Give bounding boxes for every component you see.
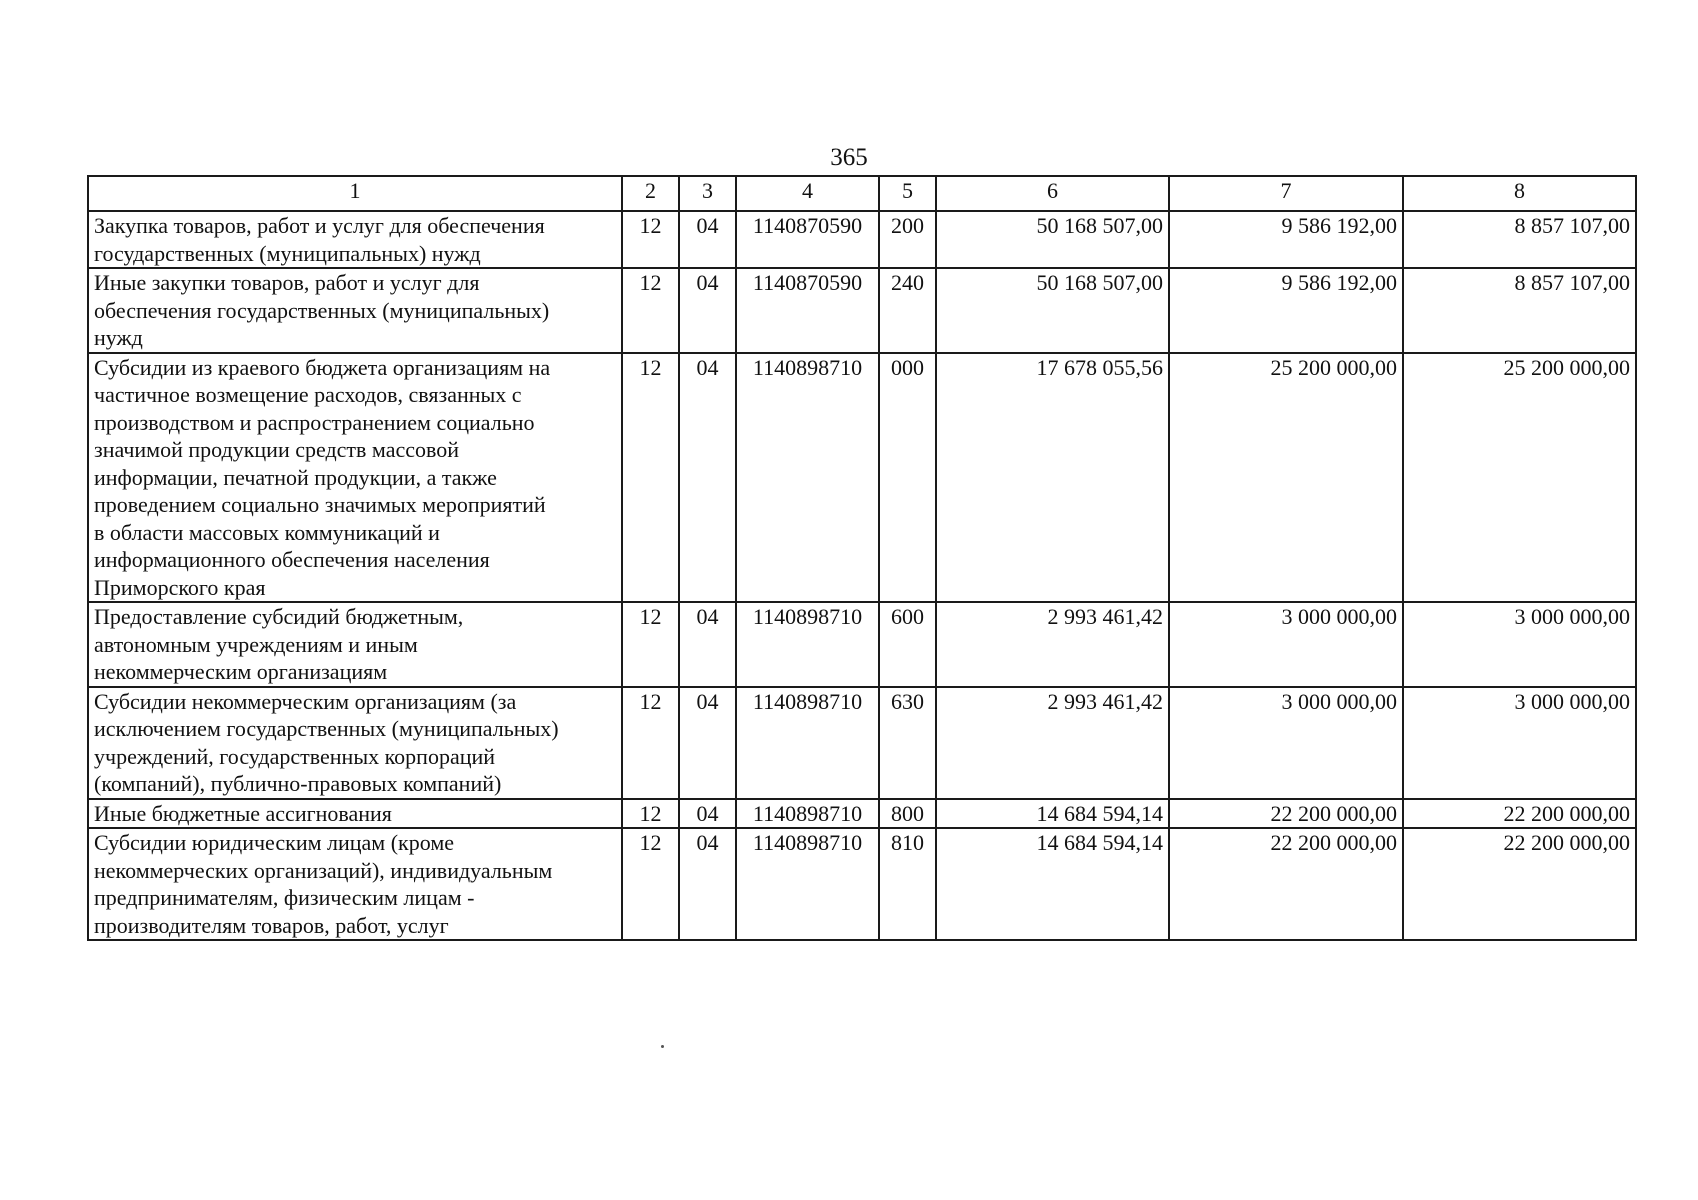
razdel-code: 12 xyxy=(622,268,679,353)
column-header: 3 xyxy=(679,176,736,211)
amount-col6: 14 684 594,14 xyxy=(936,828,1169,940)
description-line: Субсидии из краевого бюджета организациям на xyxy=(94,354,551,380)
description-line: (компаний), публично-правовых компаний) xyxy=(94,771,502,796)
description-line: учреждений, государственных корпораций xyxy=(94,743,496,769)
amount-col7: 3 000 000,00 xyxy=(1169,602,1403,687)
razdel-code: 12 xyxy=(622,602,679,687)
target-article-code: 1140898710 xyxy=(736,799,879,829)
target-article-code: 1140898710 xyxy=(736,353,879,603)
page-number: 365 xyxy=(830,144,868,171)
row-description xyxy=(88,353,622,603)
row-description xyxy=(88,268,622,353)
description-line: нужд xyxy=(94,325,143,350)
expense-type-code: 240 xyxy=(879,268,936,353)
table-row xyxy=(88,353,1636,603)
table-row xyxy=(88,602,1636,687)
expense-type-code: 000 xyxy=(879,353,936,603)
description-line: Закупка товаров, работ и услуг для обеспечения xyxy=(94,213,545,238)
table-header-row xyxy=(88,176,1636,211)
target-article-code: 1140898710 xyxy=(736,828,879,940)
amount-col8: 8 857 107,00 xyxy=(1403,211,1636,268)
description-line: частичное возмещение расходов, связанных с xyxy=(94,382,522,407)
description-line: производством и распространением социально xyxy=(94,409,535,435)
amount-col7: 3 000 000,00 xyxy=(1169,687,1403,799)
column-header: 6 xyxy=(936,176,1169,211)
description-line: значимой продукции средств массовой xyxy=(94,437,459,462)
column-header: 7 xyxy=(1169,176,1403,211)
scan-speck xyxy=(661,1045,664,1048)
row-description xyxy=(88,602,622,687)
amount-col6: 14 684 594,14 xyxy=(936,799,1169,829)
table-row xyxy=(88,687,1636,799)
table-row xyxy=(88,268,1636,353)
podrazdel-code: 04 xyxy=(679,268,736,353)
description-line: Приморского края xyxy=(94,574,266,600)
description-line: в области массовых коммуникаций и xyxy=(94,519,440,545)
podrazdel-code: 04 xyxy=(679,602,736,687)
description-line: некоммерческим организациям xyxy=(94,659,388,684)
row-description xyxy=(88,799,622,829)
table-row xyxy=(88,828,1636,940)
target-article-code: 1140898710 xyxy=(736,687,879,799)
target-article-code: 1140870590 xyxy=(736,211,879,268)
amount-col6: 17 678 055,56 xyxy=(936,353,1169,603)
amount-col8: 8 857 107,00 xyxy=(1403,268,1636,353)
target-article-code: 1140870590 xyxy=(736,268,879,353)
razdel-code: 12 xyxy=(622,353,679,603)
podrazdel-code: 04 xyxy=(679,353,736,603)
column-header: 2 xyxy=(622,176,679,211)
amount-col7: 9 586 192,00 xyxy=(1169,268,1403,353)
podrazdel-code: 04 xyxy=(679,211,736,268)
column-header: 1 xyxy=(88,176,622,211)
amount-col8: 3 000 000,00 xyxy=(1403,602,1636,687)
column-header: 4 xyxy=(736,176,879,211)
description-line: автономным учреждениям и иным xyxy=(94,631,418,657)
amount-col8: 22 200 000,00 xyxy=(1403,799,1636,829)
amount-col8: 25 200 000,00 xyxy=(1403,353,1636,603)
budget-table xyxy=(87,175,1637,941)
expense-type-code: 800 xyxy=(879,799,936,829)
description-line: Иные бюджетные ассигнования xyxy=(94,800,392,826)
podrazdel-code: 04 xyxy=(679,799,736,829)
description-line: государственных (муниципальных) нужд xyxy=(94,240,481,266)
description-line: исключением государственных (муниципальных) xyxy=(94,716,559,741)
description-line: некоммерческих организаций), индивидуальным xyxy=(94,857,553,883)
razdel-code: 12 xyxy=(622,828,679,940)
podrazdel-code: 04 xyxy=(679,828,736,940)
amount-col7: 22 200 000,00 xyxy=(1169,828,1403,940)
table-row xyxy=(88,799,1636,829)
description-line: проведением социально значимых мероприятий xyxy=(94,492,546,517)
amount-col6: 2 993 461,42 xyxy=(936,602,1169,687)
description-line: Субсидии юридическим лицам (кроме xyxy=(94,830,455,855)
amount-col7: 22 200 000,00 xyxy=(1169,799,1403,829)
description-line: Предоставление субсидий бюджетным, xyxy=(94,604,464,629)
description-line: Иные закупки товаров, работ и услуг для xyxy=(94,270,480,295)
target-article-code: 1140898710 xyxy=(736,602,879,687)
description-line: производителям товаров, работ, услуг xyxy=(94,912,449,938)
row-description xyxy=(88,211,622,268)
description-line: обеспечения государственных (муниципальных) xyxy=(94,297,550,323)
description-line: предпринимателям, физическим лицам - xyxy=(94,885,475,910)
description-line: Субсидии некоммерческим организациям (за xyxy=(94,688,517,714)
description-line: информации, печатной продукции, а также xyxy=(94,464,497,490)
amount-col6: 50 168 507,00 xyxy=(936,268,1169,353)
row-description xyxy=(88,687,622,799)
podrazdel-code: 04 xyxy=(679,687,736,799)
amount-col8: 3 000 000,00 xyxy=(1403,687,1636,799)
expense-type-code: 200 xyxy=(879,211,936,268)
amount-col7: 25 200 000,00 xyxy=(1169,353,1403,603)
column-header: 8 xyxy=(1403,176,1636,211)
razdel-code: 12 xyxy=(622,687,679,799)
expense-type-code: 630 xyxy=(879,687,936,799)
amount-col6: 2 993 461,42 xyxy=(936,687,1169,799)
razdel-code: 12 xyxy=(622,799,679,829)
column-header: 5 xyxy=(879,176,936,211)
description-line: информационного обеспечения населения xyxy=(94,547,490,572)
table-row xyxy=(88,211,1636,268)
expense-type-code: 810 xyxy=(879,828,936,940)
expense-type-code: 600 xyxy=(879,602,936,687)
amount-col7: 9 586 192,00 xyxy=(1169,211,1403,268)
razdel-code: 12 xyxy=(622,211,679,268)
amount-col6: 50 168 507,00 xyxy=(936,211,1169,268)
row-description xyxy=(88,828,622,940)
amount-col8: 22 200 000,00 xyxy=(1403,828,1636,940)
